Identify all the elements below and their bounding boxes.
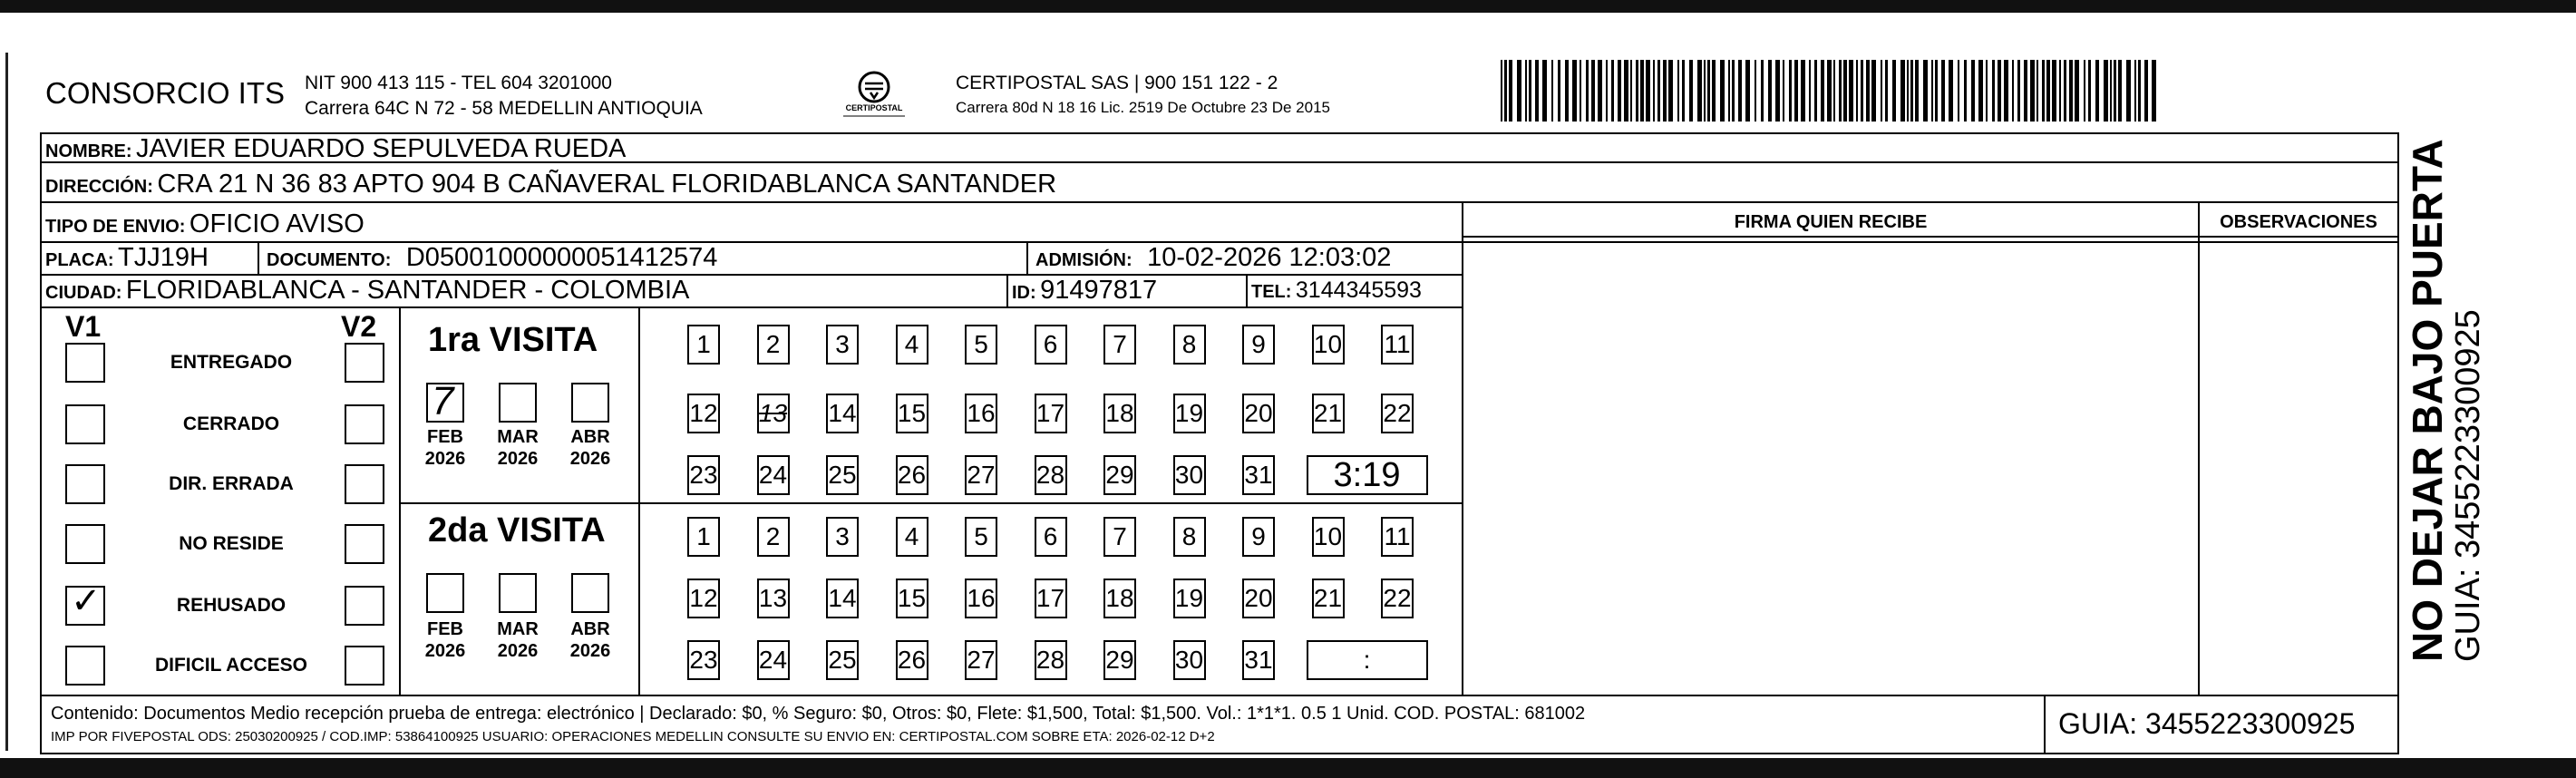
day-box[interactable]: 27 <box>965 455 997 495</box>
barcode-bar <box>2104 60 2108 122</box>
day-box[interactable]: 5 <box>965 517 997 557</box>
placa-row <box>45 243 209 273</box>
barcode-bar <box>2152 60 2156 122</box>
barcode-bar <box>2012 60 2014 122</box>
placa-value: TJJ19H <box>118 243 209 272</box>
month-checkbox[interactable] <box>571 573 609 613</box>
barcode-bar <box>1618 60 1621 122</box>
first-visit-title: 1ra VISITA <box>428 321 598 359</box>
barcode-bar <box>2004 60 2008 122</box>
day-box[interactable]: 21 <box>1312 579 1345 618</box>
barcode-bar <box>2118 60 2122 122</box>
side-warning: NO DEJAR BAJO PUERTA <box>2404 139 2451 662</box>
handwritten-check-mark: ✓ <box>71 581 102 621</box>
barcode-bar <box>1941 60 1945 122</box>
day-box[interactable]: 9 <box>1242 517 1275 557</box>
day-box[interactable]: 22 <box>1381 394 1414 433</box>
barcode-bar <box>1755 60 1756 122</box>
month-name: ABR <box>570 427 610 447</box>
barcode-bar <box>1712 60 1716 122</box>
v2-checkbox[interactable] <box>345 343 384 383</box>
month-checkbox[interactable] <box>499 383 537 423</box>
day-box[interactable]: 24 <box>757 455 790 495</box>
barcode-bar <box>1900 60 1905 122</box>
barcode-bar <box>1529 60 1531 122</box>
barcode-bar <box>2144 60 2148 122</box>
barcode-bar <box>1931 60 1933 122</box>
barcode-bar <box>1998 60 2001 122</box>
month-label <box>492 426 543 470</box>
barcode-bar <box>2095 60 2099 122</box>
bottom-border <box>0 758 2576 778</box>
month-checkbox[interactable] <box>426 379 464 423</box>
barcode-bar <box>2084 60 2085 122</box>
barcode-bar <box>1892 60 1896 122</box>
side-text <box>2404 139 2487 662</box>
day-box[interactable]: 25 <box>826 455 859 495</box>
day-box[interactable]: 13 <box>757 579 790 618</box>
barcode-bar <box>2052 60 2056 122</box>
col-line <box>258 241 259 274</box>
month-name: FEB <box>427 427 463 447</box>
v1-checkbox[interactable] <box>65 343 105 383</box>
month-label <box>492 618 543 662</box>
month-label <box>420 426 471 470</box>
barcode-bar <box>1923 60 1928 122</box>
barcode-bar <box>1689 60 1693 122</box>
day-box[interactable]: 11 <box>1381 517 1414 557</box>
barcode-bar <box>1682 60 1685 122</box>
direccion-label: DIRECCIÓN: <box>45 177 153 197</box>
nombre-label: NOMBRE: <box>45 141 132 161</box>
day-box[interactable]: 16 <box>965 394 997 433</box>
barcode-bar <box>2017 60 2020 122</box>
barcode-bar <box>1910 60 1913 122</box>
day-box[interactable]: 28 <box>1035 455 1067 495</box>
barcode-bar <box>1707 60 1710 122</box>
v1-label: V1 <box>65 310 102 343</box>
day-box[interactable]: 29 <box>1103 455 1136 495</box>
barcode-bar <box>1624 60 1628 122</box>
barcode-bar <box>1535 60 1539 122</box>
barcode-bar <box>1935 60 1938 122</box>
day-box[interactable]: 20 <box>1242 579 1275 618</box>
tipo-row <box>45 209 365 239</box>
nombre-value: JAVIER EDUARDO SEPULVEDA RUEDA <box>136 134 627 163</box>
barcode-bar <box>1640 60 1644 122</box>
placa-label: PLACA: <box>45 250 114 270</box>
day-box[interactable]: 2 <box>757 517 790 557</box>
barcode-bar <box>2024 60 2027 122</box>
barcode-bar <box>1558 60 1560 122</box>
day-box[interactable]: 6 <box>1035 517 1067 557</box>
barcode-bar <box>1572 60 1577 122</box>
day-box[interactable]: 15 <box>896 579 928 618</box>
day-box[interactable]: 1 <box>687 517 720 557</box>
day-box[interactable]: 10 <box>1312 517 1345 557</box>
barcode-bar <box>1978 60 1983 122</box>
barcode-bar <box>1738 60 1742 122</box>
barcode-bar <box>1646 60 1650 122</box>
barcode-bar <box>1843 60 1847 122</box>
v1-checkbox[interactable] <box>65 464 105 504</box>
barcode-bar <box>1598 60 1602 122</box>
footer-guia: GUIA: 3455223300925 <box>2058 707 2356 740</box>
day-box[interactable]: 27 <box>965 640 997 680</box>
v1-checkbox[interactable] <box>65 581 105 626</box>
month-year: 2026 <box>497 449 539 469</box>
day-box[interactable]: 19 <box>1173 394 1206 433</box>
day-box[interactable]: 3 <box>826 517 859 557</box>
barcode-bar <box>2036 60 2038 122</box>
carrier-address: Carrera 80d N 18 16 Lic. 2519 De Octubre 23 De 2015 <box>956 99 1330 116</box>
day-box[interactable]: 21 <box>1312 394 1345 433</box>
barcode-bar <box>1885 60 1888 122</box>
barcode-bar <box>1789 60 1792 122</box>
day-box[interactable]: 31 <box>1242 640 1275 680</box>
status-label: NO RESIDE <box>179 533 284 554</box>
day-box[interactable]: 22 <box>1381 579 1414 618</box>
col-line <box>638 306 640 695</box>
barcode-bar <box>1833 60 1835 122</box>
day-box[interactable]: 7 <box>1103 325 1136 365</box>
carrier-name: CERTIPOSTAL SAS | 900 151 122 - 2 <box>956 73 1278 93</box>
month-name: MAR <box>497 619 539 639</box>
day-box[interactable]: 26 <box>896 455 928 495</box>
day-box[interactable]: 31 <box>1242 455 1275 495</box>
ciudad-label: CIUDAD: <box>45 283 122 303</box>
documento-row <box>267 243 717 273</box>
day-box[interactable]: 16 <box>965 579 997 618</box>
barcode-bar <box>2046 60 2050 122</box>
day-box[interactable]: 23 <box>687 455 720 495</box>
tipo-label: TIPO DE ENVIO: <box>45 217 186 237</box>
certipostal-logo <box>838 65 910 120</box>
barcode-bar <box>1745 60 1750 122</box>
day-box[interactable]: 7 <box>1103 517 1136 557</box>
day-box[interactable]: 13 <box>757 394 790 433</box>
barcode-bar <box>1630 60 1632 122</box>
month-checkbox[interactable] <box>571 383 609 423</box>
tel-row <box>1251 277 1422 304</box>
status-label: REHUSADO <box>176 595 287 616</box>
day-box[interactable]: 20 <box>1242 394 1275 433</box>
barcode-bar <box>1504 60 1507 122</box>
v1-checkbox[interactable] <box>65 404 105 444</box>
day-box[interactable]: 12 <box>687 394 720 433</box>
top-border <box>0 0 2576 13</box>
month-name: MAR <box>497 427 539 447</box>
v2-label: V2 <box>341 310 377 343</box>
v2-checkbox[interactable] <box>345 404 384 444</box>
barcode-bar <box>1697 60 1702 122</box>
day-box[interactable]: 14 <box>826 394 859 433</box>
barcode <box>1501 60 2161 122</box>
day-box[interactable]: 17 <box>1035 394 1067 433</box>
barcode-bar <box>1728 60 1730 122</box>
v2-checkbox[interactable] <box>345 586 384 626</box>
documento-value: D05001000000051412574 <box>405 243 718 272</box>
barcode-bar <box>2134 60 2136 122</box>
day-box[interactable]: 24 <box>757 640 790 680</box>
day-box[interactable]: 28 <box>1035 640 1067 680</box>
col-line <box>2044 695 2046 754</box>
day-box[interactable]: 3 <box>826 325 859 365</box>
barcode-bar <box>1761 60 1764 122</box>
barcode-bar <box>1814 60 1817 122</box>
barcode-bar <box>2042 60 2045 122</box>
day-box[interactable]: 8 <box>1173 517 1206 557</box>
day-box[interactable]: 8 <box>1173 325 1206 365</box>
barcode-bar <box>2030 60 2035 122</box>
v2-checkbox[interactable] <box>345 524 384 564</box>
status-label: CERRADO <box>182 413 280 434</box>
barcode-bar <box>1551 60 1553 122</box>
barcode-bar <box>1856 60 1858 122</box>
barcode-bar <box>1849 60 1853 122</box>
barcode-bar <box>1839 60 1842 122</box>
barcode-bar <box>1915 60 1919 122</box>
barcode-bar <box>1881 60 1882 122</box>
nombre-row <box>45 134 626 164</box>
barcode-bar <box>1668 60 1673 122</box>
tipo-value: OFICIO AVISO <box>189 209 365 238</box>
barcode-bar <box>1949 60 1953 122</box>
tel-label: TEL: <box>1251 282 1292 302</box>
barcode-bar <box>1986 60 1988 122</box>
barcode-bar <box>1657 60 1660 122</box>
company-address: Carrera 64C N 72 - 58 MEDELLIN ANTIOQUIA <box>305 98 703 119</box>
v1-checkbox[interactable] <box>65 524 105 564</box>
admision-value: 10-02-2026 12:03:02 <box>1147 243 1392 272</box>
barcode-bar <box>2069 60 2073 122</box>
row-line <box>40 201 2399 203</box>
handwritten-month-mark: 7 <box>432 379 454 423</box>
logo-text: CERTIPOSTAL <box>845 103 903 112</box>
day-box[interactable]: 18 <box>1103 394 1136 433</box>
barcode-bar <box>1794 60 1798 122</box>
day-box[interactable]: 18 <box>1103 579 1136 618</box>
day-box[interactable]: 2 <box>757 325 790 365</box>
month-year: 2026 <box>569 641 611 661</box>
v2-checkbox[interactable] <box>345 646 384 686</box>
day-box[interactable]: 30 <box>1173 455 1206 495</box>
barcode-bar <box>2126 60 2131 122</box>
tel-value: 3144345593 <box>1295 277 1422 303</box>
barcode-bar <box>1501 60 1502 122</box>
barcode-bar <box>1677 60 1679 122</box>
second-visit-title: 2da VISITA <box>428 511 606 549</box>
day-box[interactable]: 30 <box>1173 640 1206 680</box>
barcode-bar <box>1586 60 1589 122</box>
day-box[interactable]: 11 <box>1381 325 1414 365</box>
barcode-bar <box>1809 60 1811 122</box>
col-line <box>1246 274 1248 306</box>
barcode-bar <box>1964 60 1967 122</box>
barcode-bar <box>1768 60 1772 122</box>
col-line <box>1006 274 1008 306</box>
month-label <box>420 618 471 662</box>
barcode-bar <box>1565 60 1569 122</box>
barcode-bar <box>2075 60 2079 122</box>
month-checkbox[interactable] <box>426 573 464 613</box>
barcode-bar <box>1821 60 1824 122</box>
time-box[interactable]: : <box>1307 640 1428 680</box>
id-row <box>1012 276 1157 306</box>
barcode-bar <box>1653 60 1655 122</box>
id-value: 91497817 <box>1040 276 1158 305</box>
v2-checkbox[interactable] <box>345 464 384 504</box>
barcode-bar <box>2110 60 2112 122</box>
day-box[interactable]: 14 <box>826 579 859 618</box>
day-box[interactable]: 23 <box>687 640 720 680</box>
barcode-bar <box>1783 60 1784 122</box>
firma-label: FIRMA QUIEN RECIBE <box>1734 212 1928 232</box>
month-year: 2026 <box>424 449 466 469</box>
status-label: DIFICIL ACCESO <box>154 655 307 676</box>
barcode-bar <box>1732 60 1735 122</box>
day-box[interactable]: 19 <box>1173 579 1206 618</box>
direccion-row <box>45 170 1056 199</box>
admision-label: ADMISIÓN: <box>1035 250 1132 270</box>
barcode-bar <box>1861 60 1863 122</box>
company-name: CONSORCIO ITS <box>45 76 286 110</box>
row-line <box>40 306 1463 308</box>
barcode-bar <box>2059 60 2061 122</box>
day-box[interactable]: 26 <box>896 640 928 680</box>
id-label: ID: <box>1012 283 1036 303</box>
ciudad-value: FLORIDABLANCA - SANTANDER - COLOMBIA <box>125 276 690 305</box>
day-box[interactable]: 25 <box>826 640 859 680</box>
barcode-bar <box>1509 60 1512 122</box>
col-line <box>399 306 401 695</box>
barcode-bar <box>1871 60 1876 122</box>
row-line <box>399 502 1462 504</box>
month-label <box>565 618 616 662</box>
month-name: FEB <box>427 619 463 639</box>
month-year: 2026 <box>497 641 539 661</box>
day-box[interactable]: 1 <box>687 325 720 365</box>
status-label: ENTREGADO <box>170 352 293 373</box>
barcode-bar <box>2138 60 2141 122</box>
barcode-bar <box>1775 60 1780 122</box>
footer-contenido: Contenido: Documentos Medio recepción prueba de entrega: electrónico | Declarado: $0, % Seguro: $0, Otros: $0, Flete: $1,500, Total: $1,500. Vol.: 1*1*1. 0.5 1 Unid. COD. POSTAL: 681002 <box>51 704 1586 724</box>
side-guia: GUIA: 3455223300925 <box>2449 309 2487 662</box>
month-name: ABR <box>570 619 610 639</box>
barcode-bar <box>1907 60 1909 122</box>
observaciones-area[interactable] <box>2200 238 2397 693</box>
status-label: DIR. ERRADA <box>169 473 294 494</box>
footer-imp: IMP POR FIVEPOSTAL ODS: 25030200925 / COD.IMP: 53864100925 USUARIO: OPERACIONES MEDELLIN CONSULTE SU ENVIO EN: CERTIPOSTAL.COM SOBRE ETA: 2026-02-12 D+2 <box>51 729 1215 744</box>
admision-row <box>1035 243 1391 273</box>
barcode-bar <box>2064 60 2066 122</box>
barcode-bar <box>1591 60 1595 122</box>
month-label <box>565 426 616 470</box>
barcode-bar <box>1580 60 1581 122</box>
day-box[interactable]: 12 <box>687 579 720 618</box>
barcode-bar <box>1663 60 1667 122</box>
barcode-bar <box>1992 60 1995 122</box>
signature-area[interactable] <box>1463 238 2196 693</box>
ciudad-row <box>45 276 689 306</box>
v1-checkbox[interactable] <box>65 646 105 686</box>
col-line <box>1026 241 1028 274</box>
day-box[interactable]: 17 <box>1035 579 1067 618</box>
barcode-bar <box>1720 60 1725 122</box>
barcode-bar <box>1971 60 1975 122</box>
month-checkbox[interactable] <box>499 573 537 613</box>
day-box[interactable]: 15 <box>896 394 928 433</box>
barcode-bar <box>1606 60 1608 122</box>
barcode-bar <box>2088 60 2091 122</box>
barcode-bar <box>1611 60 1614 122</box>
barcode-bar <box>1827 60 1832 122</box>
barcode-bar <box>1866 60 1870 122</box>
barcode-bar <box>1704 60 1706 122</box>
day-box[interactable]: 10 <box>1312 325 1345 365</box>
barcode-bar <box>2114 60 2116 122</box>
day-box[interactable]: 4 <box>896 517 928 557</box>
barcode-bar <box>1525 60 1527 122</box>
barcode-bar <box>1542 60 1547 122</box>
time-box[interactable]: 3:19 <box>1307 455 1428 495</box>
left-edge-line <box>5 53 8 751</box>
company-nit: NIT 900 413 115 - TEL 604 3201000 <box>305 73 612 93</box>
day-box[interactable]: 4 <box>896 325 928 365</box>
barcode-bar <box>1958 60 1959 122</box>
observaciones-label: OBSERVACIONES <box>2220 212 2377 232</box>
day-box[interactable]: 6 <box>1035 325 1067 365</box>
day-box[interactable]: 29 <box>1103 640 1136 680</box>
month-year: 2026 <box>424 641 466 661</box>
barcode-bar <box>1517 60 1521 122</box>
direccion-value: CRA 21 N 36 83 APTO 904 B CAÑAVERAL FLORIDABLANCA SANTANDER <box>157 170 1057 199</box>
barcode-bar <box>1636 60 1638 122</box>
documento-label: DOCUMENTO: <box>267 250 392 270</box>
month-year: 2026 <box>569 449 611 469</box>
day-box[interactable]: 9 <box>1242 325 1275 365</box>
day-box[interactable]: 5 <box>965 325 997 365</box>
barcode-bar <box>1801 60 1805 122</box>
